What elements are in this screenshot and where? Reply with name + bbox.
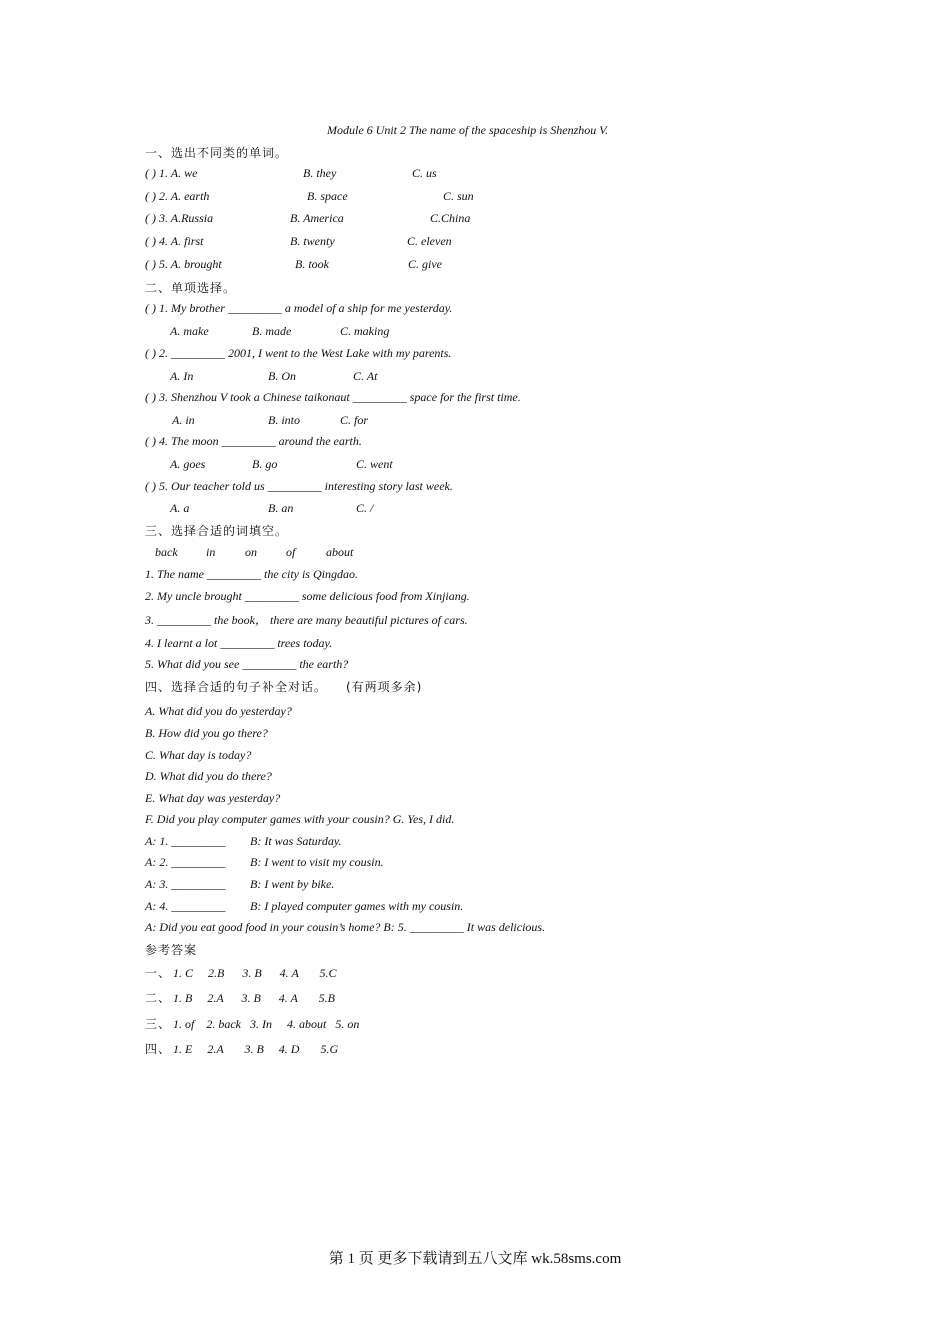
s1-item-4: ( ) 4. A. first bbox=[145, 234, 204, 248]
s3-item-3: 3. _________ the book， there are many beautiful pictures of cars. bbox=[145, 613, 468, 627]
answer-prefix: 二、 bbox=[145, 991, 172, 1005]
answer-prefix: 四、 bbox=[145, 1042, 172, 1056]
s2-q1-option-b: B. made bbox=[252, 324, 292, 338]
s3-item-2: 2. My uncle brought _________ some delicious food from Xinjiang. bbox=[145, 589, 470, 603]
page-footer: 第 1 页 更多下载请到五八文库 wk.58sms.com bbox=[328, 1251, 622, 1267]
s2-q2-option-a: A. In bbox=[170, 369, 194, 383]
s2-q3-option-b: B. into bbox=[268, 413, 300, 427]
s2-q4-option-a: A. goes bbox=[170, 457, 206, 471]
s1-item-3-b: B. America bbox=[290, 211, 344, 225]
s2-question-2: ( ) 2. _________ 2001, I went to the West Lake with my parents. bbox=[145, 346, 452, 360]
s1-item-4-c: C. eleven bbox=[407, 234, 452, 248]
s3-item-4: 4. I learnt a lot _________ trees today. bbox=[145, 636, 333, 650]
section-2-heading: 二、单项选择。 bbox=[145, 281, 237, 295]
dialog-line-b: B: I went by bike. bbox=[250, 877, 335, 891]
section-1-heading: 一、选出不同类的单词。 bbox=[145, 146, 289, 160]
s2-q2-option-b: B. On bbox=[268, 369, 296, 383]
section-4-heading: 四、选择合适的句子补全对话。 bbox=[145, 680, 328, 694]
word-bank-word: on bbox=[245, 545, 257, 559]
s4-option-a: A. What did you do yesterday? bbox=[145, 704, 292, 718]
s2-question-4: ( ) 4. The moon _________ around the earth. bbox=[145, 434, 362, 448]
s2-q1-option-c: C. making bbox=[340, 324, 390, 338]
page-title: Module 6 Unit 2 The name of the spaceship is Shenzhou V. bbox=[327, 123, 609, 137]
s2-q5-option-c: C. / bbox=[356, 501, 374, 515]
dialog-line-a: A: 3. _________ bbox=[145, 877, 226, 891]
s1-item-1-b: B. they bbox=[303, 166, 337, 180]
s1-item-5: ( ) 5. A. brought bbox=[145, 257, 222, 271]
section-4-note: (有两项多余) bbox=[346, 680, 423, 694]
s1-item-5-c: C. give bbox=[408, 257, 442, 271]
s4-option-d: D. What did you do there? bbox=[145, 769, 272, 783]
word-bank-word: of bbox=[286, 545, 296, 559]
word-bank-word: in bbox=[206, 545, 216, 559]
answers-heading: 参考答案 bbox=[145, 943, 198, 957]
s2-q3-option-a: A. in bbox=[172, 413, 195, 427]
s2-q5-option-a: A. a bbox=[170, 501, 190, 515]
answer-line-3: 1. of 2. back 3. In 4. about 5. on bbox=[173, 1017, 360, 1031]
s2-question-3: ( ) 3. Shenzhou V took a Chinese taikonaut _________ space for the first time. bbox=[145, 390, 521, 404]
dialog-line-b: B: I played computer games with my cousin. bbox=[250, 899, 464, 913]
s2-q5-option-b: B. an bbox=[268, 501, 294, 515]
s4-option-f-g: F. Did you play computer games with your cousin? G. Yes, I did. bbox=[145, 812, 455, 826]
s2-q4-option-b: B. go bbox=[252, 457, 278, 471]
s2-q1-option-a: A. make bbox=[170, 324, 209, 338]
s2-q3-option-c: C. for bbox=[340, 413, 369, 427]
answer-line-4: 1. E 2.A 3. B 4. D 5.G bbox=[173, 1042, 339, 1056]
s3-item-5: 5. What did you see _________ the earth? bbox=[145, 657, 349, 671]
s2-q4-option-c: C. went bbox=[356, 457, 393, 471]
s1-item-2: ( ) 2. A. earth bbox=[145, 189, 210, 203]
answer-line-2: 1. B 2.A 3. B 4. A 5.B bbox=[173, 991, 335, 1005]
dialog-line-b: B: I went to visit my cousin. bbox=[250, 855, 384, 869]
word-bank-word: back bbox=[155, 545, 178, 559]
s1-item-2-b: B. space bbox=[307, 189, 348, 203]
s2-question-5: ( ) 5. Our teacher told us _________ interesting story last week. bbox=[145, 479, 453, 493]
s1-item-1: ( ) 1. A. we bbox=[145, 166, 198, 180]
answer-prefix: 三、 bbox=[145, 1017, 172, 1031]
s1-item-2-c: C. sun bbox=[443, 189, 474, 203]
section-3-heading: 三、选择合适的词填空。 bbox=[145, 524, 289, 538]
dialog-line-a: A: 2. _________ bbox=[145, 855, 226, 869]
s1-item-5-b: B. took bbox=[295, 257, 329, 271]
s4-option-c: C. What day is today? bbox=[145, 748, 252, 762]
s2-question-1: ( ) 1. My brother _________ a model of a ship for me yesterday. bbox=[145, 301, 453, 315]
s1-item-1-c: C. us bbox=[412, 166, 437, 180]
s4-option-e: E. What day was yesterday? bbox=[145, 791, 281, 805]
dialog-line-b: B: It was Saturday. bbox=[250, 834, 342, 848]
s4-option-b: B. How did you go there? bbox=[145, 726, 268, 740]
s1-item-4-b: B. twenty bbox=[290, 234, 335, 248]
s2-q2-option-c: C. At bbox=[353, 369, 378, 383]
dialog-line-a: A: 4. _________ bbox=[145, 899, 226, 913]
dialog-last-line: A: Did you eat good food in your cousin’s home? B: 5. _________ It was delicious. bbox=[145, 920, 546, 934]
s1-item-3-c: C.China bbox=[430, 211, 471, 225]
answer-line-1: 1. C 2.B 3. B 4. A 5.C bbox=[173, 966, 337, 980]
word-bank-word: about bbox=[326, 545, 354, 559]
s3-item-1: 1. The name _________ the city is Qingdao. bbox=[145, 567, 358, 581]
s1-item-3: ( ) 3. A.Russia bbox=[145, 211, 214, 225]
dialog-line-a: A: 1. _________ bbox=[145, 834, 226, 848]
answer-prefix: 一、 bbox=[145, 966, 172, 980]
